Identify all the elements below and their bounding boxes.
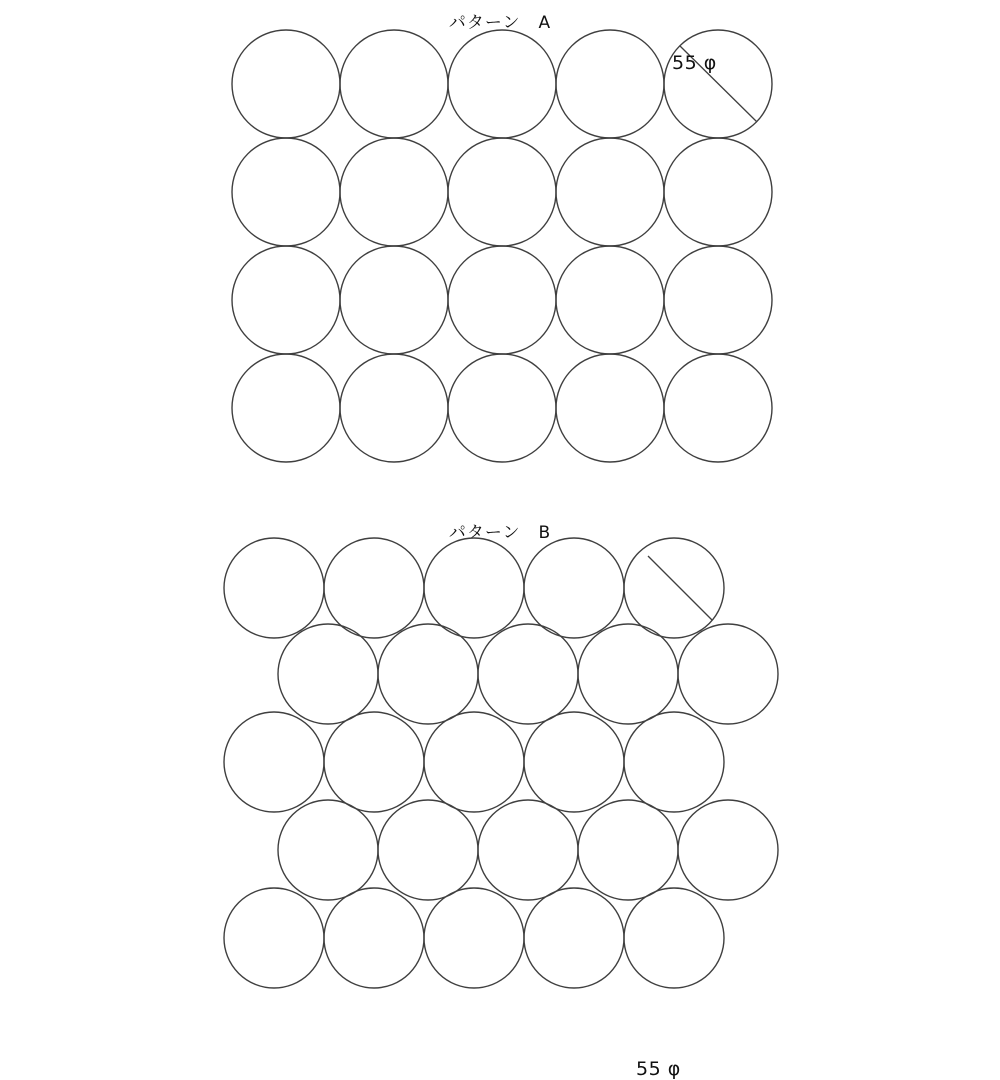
- pattern-a-circle-field: [0, 0, 1000, 500]
- pattern-b-dimension-label: 55 φ: [636, 1058, 681, 1080]
- pattern-a-block: [0, 0, 1000, 500]
- pattern-a-title: パターン A: [448, 13, 552, 33]
- pattern-b-diameter-leader: [648, 556, 712, 620]
- pattern-a-circles: [232, 30, 772, 462]
- pattern-b-circle-field: [0, 500, 1000, 1000]
- pattern-b-block: [0, 500, 1000, 1080]
- pattern-a-dimension-label: 55 φ: [672, 52, 717, 74]
- pattern-b-circles: [224, 538, 778, 988]
- pattern-b-title: パターン B: [448, 523, 552, 543]
